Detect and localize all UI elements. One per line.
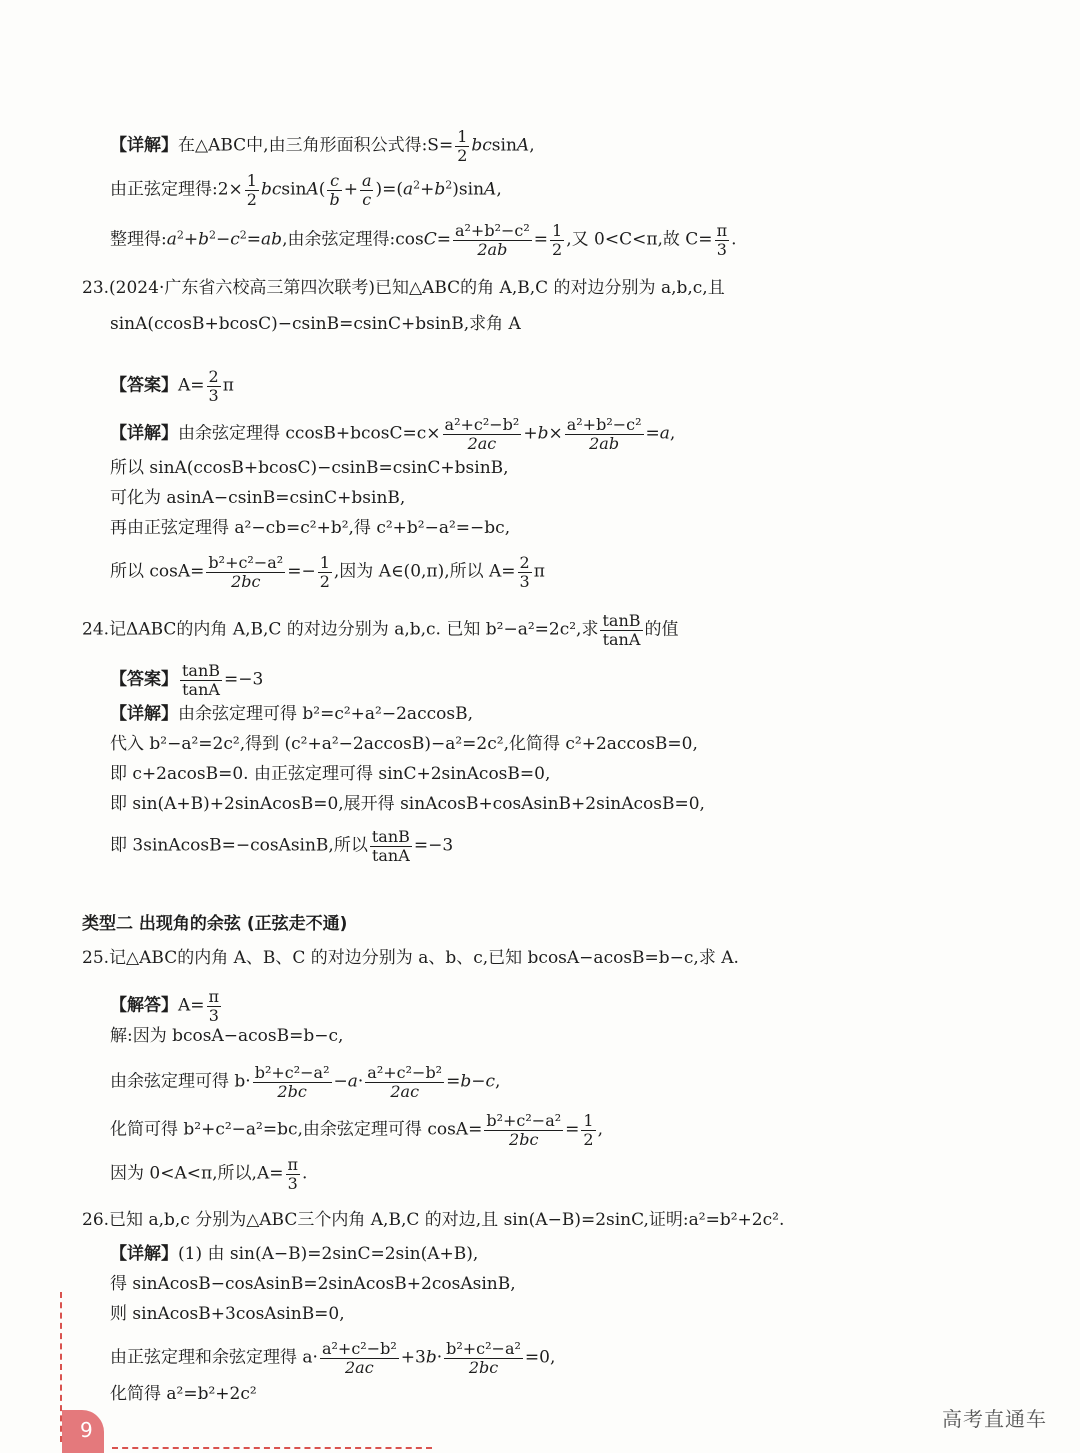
numerator: a [361, 171, 372, 190]
fraction [550, 222, 564, 258]
denominator: 3 [287, 1173, 298, 1193]
text: ,又 0<C<π,故 C= [566, 229, 713, 250]
fraction [518, 554, 532, 590]
fraction [286, 1156, 301, 1192]
numerator: a²+c²−b² [444, 415, 520, 434]
denominator: 2 [583, 1129, 594, 1149]
answer-label: 【答案】 [110, 669, 178, 690]
numerator: b²+c²−a² [486, 1111, 562, 1130]
text: ,因为 A∈(0,π),所以 A= [333, 561, 516, 582]
fraction [245, 172, 259, 208]
text: 记△ABC的内角 A、B、C 的对边分别为 a、b、c,已知 bcosA−acosB=b−c,求 A. [109, 948, 739, 968]
q26-detail1 [110, 1242, 478, 1266]
fraction [455, 128, 469, 164]
page-number: 9 [80, 1418, 93, 1442]
denominator: 2ac [390, 1081, 420, 1101]
fraction [253, 1064, 332, 1100]
fraction [360, 172, 374, 208]
numerator: c [327, 172, 341, 191]
q24-stem [82, 612, 679, 648]
denominator: 3 [716, 239, 727, 259]
denominator: 2bc [509, 1129, 539, 1149]
text: =−3 [413, 835, 454, 856]
answer-label: 【答案】 [110, 375, 178, 396]
q24-answer [110, 662, 263, 698]
text: 整理得: [110, 229, 167, 250]
denominator: 2ab [477, 239, 508, 259]
p22-line1: 【详解】在△ABC中,由三角形面积公式得:S= $\frac{1}{2}$ bcsinA, [110, 127, 535, 165]
numerator: π [716, 221, 728, 240]
numerator: a²+b²−c² [454, 221, 530, 240]
numerator: 1 [552, 221, 563, 240]
denominator: 3 [519, 571, 530, 591]
q26-detail5: 化简得 a²=b²+2c² [110, 1384, 257, 1404]
fraction [207, 368, 221, 404]
text: (2024·广东省六校高三第四次联考)已知△ABC的角 A,B,C 的对边分别为 a,b,c,且 [109, 278, 725, 298]
text: 记ΔABC的内角 A,B,C 的对边分别为 a,b,c. 已知 b²−a²=2c²,求 [109, 619, 599, 640]
denominator: 3 [208, 385, 219, 405]
denominator: tanA [182, 679, 220, 699]
numerator: b²+c²−a² [208, 553, 284, 572]
dashed-footer-line [112, 1447, 432, 1449]
numerator: 2 [208, 367, 219, 386]
text: 所以 cosA= [110, 561, 205, 582]
text: 由正弦定理得: [110, 179, 218, 200]
text: 由正弦定理和余弦定理得 a· [110, 1347, 318, 1368]
denominator: 2 [552, 239, 563, 259]
q24-detail5 [110, 828, 453, 864]
fraction [443, 416, 522, 452]
numerator: a²+b²−c² [566, 415, 642, 434]
text: 在△ABC中,由三角形面积公式得:S= [178, 135, 454, 156]
question-number: 23. [82, 278, 110, 298]
fraction [327, 172, 341, 208]
q26-detail2: 得 sinAcosB−cosAsinB=2sinAcosB+2cosAsinB, [110, 1274, 516, 1294]
math: bc [471, 135, 492, 156]
fraction [715, 222, 730, 258]
q23-detail3: 可化为 asinA−csinB=csinC+bsinB, [110, 488, 406, 508]
q26-stem [82, 1208, 784, 1232]
text: ,由余弦定理得: [282, 229, 396, 250]
detail-label: 【详解】 [110, 135, 178, 156]
q25-answer [110, 988, 223, 1024]
p22-line3: 整理得$:a^2+b^2-c^2=ab$,由余弦定理得:cosC= $\frac{\text{a²+b²−c²}}{2ab}$ = $\frac{1}{2}$ ,又 0<C<π,故 C= $\frac{\pi}{3}$ . [110, 221, 737, 259]
fraction [180, 662, 222, 698]
denominator: 2bc [231, 571, 261, 591]
q23-detail1: 【详解】由余弦定理得 ccosB+bcosC=c× $\frac{\text{a²+c²−b²}}{2ac}$ +b× $\frac{\text{a²+b²−c²}}{2ab}$ =a, [110, 415, 676, 453]
question-number: 25. [82, 948, 110, 968]
denominator: 2bc [468, 1357, 499, 1377]
text: (1) 由 sin(A−B)=2sinC=2sin(A+B), [178, 1244, 479, 1264]
text: 已知 a,b,c 分别为△ABC三个内角 A,B,C 的对边,且 sin(A−B)=2sinC,证明:a²=b²+2c². [109, 1210, 785, 1230]
text: 即 3sinAcosB=−cosAsinB,所以 [110, 835, 368, 856]
q23-detail4: 再由正弦定理得 a²−cb=c²+b²,得 c²+b²−a²=−bc, [110, 518, 511, 538]
q24-detail4: 即 sin(A+B)+2sinAcosB=0,展开得 sinAcosB+cosAsinB+2sinAcosB=0, [110, 794, 705, 814]
numerator: π [287, 1155, 299, 1174]
q23-stem2: sinA(ccosB+bcosC)−csinB=csinC+bsinB,求角 A [110, 314, 521, 334]
fraction [320, 1340, 399, 1376]
q26-detail4: 由正弦定理和余弦定理得 a· $\frac{\text{a²+c²−b²}}{2ac}$ +3b· $\frac{\text{b²+c²−a²}}{2bc}$ =0, [110, 1339, 556, 1377]
numerator: tanB [182, 661, 221, 680]
q25-step2: 由余弦定理可得 b· $\frac{\text{b²+c²−a²}}{2bc}$ −a· $\frac{\text{a²+c²−b²}}{2ac}$ =b−c, [110, 1063, 501, 1101]
text: 由余弦定理可得 b· [110, 1071, 251, 1092]
denominator: 2 [457, 145, 468, 165]
fraction [207, 988, 222, 1024]
fraction [600, 612, 642, 648]
question-number: 26. [82, 1210, 110, 1230]
denominator: 2ac [345, 1357, 374, 1377]
numerator: 1 [583, 1111, 594, 1130]
denominator: 2ab [589, 433, 620, 453]
fraction [206, 554, 285, 590]
fraction [565, 416, 644, 452]
text: A= [178, 995, 205, 1016]
numerator: a²+c²−b² [367, 1063, 443, 1082]
numerator: π [208, 987, 220, 1006]
q23-answer: 【答案】A= $\frac{2}{3}$ π [110, 367, 234, 405]
q25-step3: 化简可得 b²+c²−a²=bc,由余弦定理可得 cosA= $\frac{\text{b²+c²−a²}}{2bc}$ = $\frac{1}{2}$ , [110, 1111, 603, 1149]
detail-label: 【详解】 [110, 704, 178, 724]
fraction [370, 828, 412, 864]
q25-step4: 因为 0<A<π,所以,A= $\frac{\pi}{3}$ . [110, 1155, 308, 1193]
section-heading: 类型二 出现角的余弦 (正弦走不通) [82, 914, 348, 934]
q23-detail2: 所以 sinA(ccosB+bcosC)−csinB=csinC+bsinB, [110, 458, 509, 478]
text: 的值 [644, 619, 679, 640]
numerator: a²+c²−b² [321, 1339, 397, 1358]
denominator: c [362, 189, 372, 209]
denominator: 3 [208, 1005, 219, 1025]
fraction [453, 222, 532, 258]
q24-detail1 [110, 702, 473, 726]
numerator: 1 [457, 127, 468, 146]
q26-detail3: 则 sinAcosB+3cosAsinB=0, [110, 1304, 345, 1324]
numerator: 1 [246, 171, 257, 190]
denominator: b [329, 189, 340, 209]
numerator: 2 [519, 553, 530, 572]
q25-stem [82, 946, 739, 970]
text: 由余弦定理得 ccosB+bcosC=c× [178, 423, 441, 444]
q23-stem1 [82, 276, 725, 300]
text: 化简可得 b²+c²−a²=bc,由余弦定理可得 cosA= [110, 1119, 483, 1140]
denominator: 2 [319, 571, 330, 591]
fraction [484, 1112, 563, 1148]
fraction [318, 554, 332, 590]
q24-detail2: 代入 b²−a²=2c²,得到 (c²+a²−2accosB)−a²=2c²,化简得 c²+2accosB=0, [110, 734, 698, 754]
fraction [444, 1340, 523, 1376]
text: =−3 [224, 669, 264, 690]
denominator: tanA [602, 629, 641, 649]
question-number: 24. [82, 619, 110, 640]
denominator: 2bc [277, 1081, 307, 1101]
numerator: 1 [319, 553, 330, 572]
solution-label: 【解答】 [110, 995, 178, 1016]
text: 因为 0<A<π,所以,A= [110, 1163, 284, 1184]
numerator: tanB [371, 827, 410, 846]
denominator: 2ac [467, 433, 497, 453]
denominator: 2 [246, 189, 257, 209]
numerator: b²+c²−a² [446, 1339, 521, 1358]
detail-label: 【详解】 [110, 423, 178, 444]
watermark: 高考直通车 [942, 1407, 1047, 1431]
numerator: b²+c²−a² [254, 1063, 330, 1082]
fraction [581, 1112, 595, 1148]
numerator: tanB [602, 611, 641, 630]
text: A= [178, 375, 205, 396]
q23-detail5: 所以 cosA= $\frac{\text{b²+c²−a²}}{2bc}$ =− $\frac{1}{2}$ ,因为 A∈(0,π),所以 A= $\frac{2}{3}$ π [110, 553, 545, 591]
p22-line2: 由正弦定理得:2× $\frac{1}{2}$ bcsinA( $\frac{c}{b}$ + $\frac{a}{c}$ )$=(a^2+b^2)\sin A$, [110, 171, 502, 209]
detail-label: 【详解】 [110, 1244, 178, 1264]
text: 由余弦定理可得 b²=c²+a²−2accosB, [178, 704, 473, 724]
q25-step1: 解:因为 bcosA−acosB=b−c, [110, 1026, 344, 1046]
fraction [365, 1064, 444, 1100]
q24-detail3: 即 c+2acosB=0. 由正弦定理可得 sinC+2sinAcosB=0, [110, 764, 551, 784]
denominator: tanA [371, 845, 410, 865]
